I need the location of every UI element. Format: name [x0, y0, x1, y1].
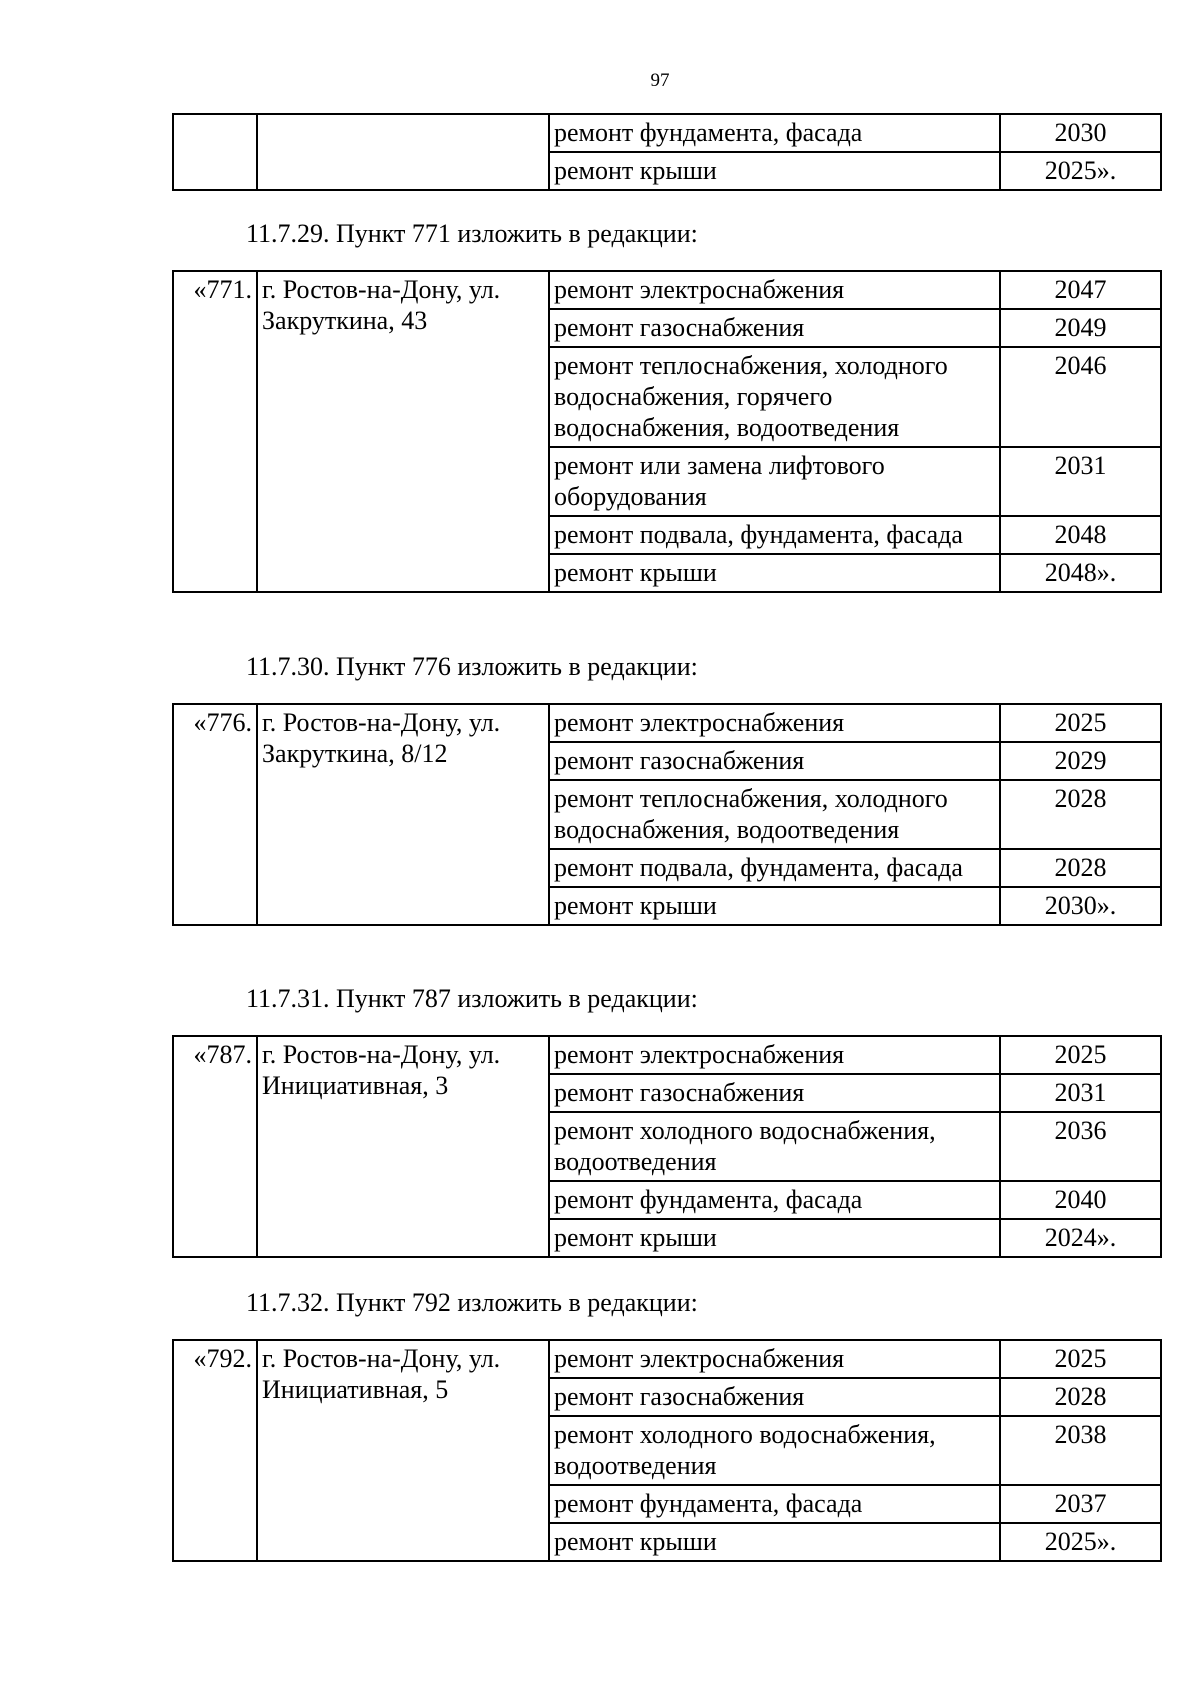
- address-cell: [257, 114, 549, 190]
- year-cell: 2047: [1000, 271, 1161, 309]
- work-cell: ремонт крыши: [549, 887, 1000, 925]
- year-cell: 2030: [1000, 114, 1161, 152]
- work-cell: ремонт теплоснабжения, холодного водоснабжения, горячего водоснабжения, водоотведения: [549, 347, 1000, 447]
- work-cell: ремонт или замена лифтового оборудования: [549, 447, 1000, 516]
- section-heading: 11.7.29. Пункт 771 изложить в редакции:: [246, 219, 698, 248]
- work-cell: ремонт электроснабжения: [549, 704, 1000, 742]
- work-cell: ремонт крыши: [549, 1219, 1000, 1257]
- item-number: «771.: [173, 271, 257, 592]
- work-cell: ремонт электроснабжения: [549, 1036, 1000, 1074]
- section-table-block: [172, 270, 1154, 593]
- year-cell: 2025: [1000, 1036, 1161, 1074]
- work-cell: ремонт газоснабжения: [549, 742, 1000, 780]
- year-cell: 2028: [1000, 780, 1161, 849]
- year-cell: 2049: [1000, 309, 1161, 347]
- section-table-block: [172, 703, 1154, 926]
- work-cell: ремонт холодного водоснабжения, водоотведения: [549, 1112, 1000, 1181]
- year-cell: 2038: [1000, 1416, 1161, 1485]
- number-cell: [173, 114, 257, 190]
- year-cell: 2028: [1000, 1378, 1161, 1416]
- section-heading: 11.7.30. Пункт 776 изложить в редакции:: [246, 652, 698, 681]
- section-heading: 11.7.32. Пункт 792 изложить в редакции:: [246, 1288, 698, 1317]
- table-row: [173, 114, 1161, 152]
- section-table: [172, 1339, 1162, 1562]
- continuation-table-block: [172, 113, 1154, 191]
- year-cell: 2028: [1000, 849, 1161, 887]
- work-cell: ремонт электроснабжения: [549, 271, 1000, 309]
- work-cell: ремонт крыши: [549, 554, 1000, 592]
- section-table-block: [172, 1339, 1154, 1562]
- address-cell: г. Ростов-на-Дону, ул. Закруткина, 43: [257, 271, 549, 592]
- continuation-table: [172, 113, 1162, 191]
- year-cell: 2048».: [1000, 554, 1161, 592]
- page-number: 97: [650, 70, 670, 91]
- section-table: [172, 703, 1162, 926]
- section-table: [172, 270, 1162, 593]
- year-cell: 2036: [1000, 1112, 1161, 1181]
- year-cell: 2048: [1000, 516, 1161, 554]
- address-cell: г. Ростов-на-Дону, ул. Инициативная, 5: [257, 1340, 549, 1561]
- work-cell: ремонт крыши: [549, 152, 1000, 190]
- year-cell: 2037: [1000, 1485, 1161, 1523]
- work-cell: ремонт подвала, фундамента, фасада: [549, 516, 1000, 554]
- work-cell: ремонт подвала, фундамента, фасада: [549, 849, 1000, 887]
- address-cell: г. Ростов-на-Дону, ул. Закруткина, 8/12: [257, 704, 549, 925]
- year-cell: 2031: [1000, 447, 1161, 516]
- year-cell: 2031: [1000, 1074, 1161, 1112]
- work-cell: ремонт электроснабжения: [549, 1340, 1000, 1378]
- year-cell: 2030».: [1000, 887, 1161, 925]
- year-cell: 2025: [1000, 704, 1161, 742]
- work-cell: ремонт фундамента, фасада: [549, 1485, 1000, 1523]
- work-cell: ремонт теплоснабжения, холодного водоснабжения, водоотведения: [549, 780, 1000, 849]
- year-cell: 2040: [1000, 1181, 1161, 1219]
- work-cell: ремонт газоснабжения: [549, 1074, 1000, 1112]
- work-cell: ремонт фундамента, фасада: [549, 114, 1000, 152]
- year-cell: 2046: [1000, 347, 1161, 447]
- table-row: [173, 271, 1161, 309]
- section-table: [172, 1035, 1162, 1258]
- year-cell: 2029: [1000, 742, 1161, 780]
- year-cell: 2025».: [1000, 1523, 1161, 1561]
- item-number: «776.: [173, 704, 257, 925]
- item-number: «792.: [173, 1340, 257, 1561]
- table-row: [173, 1036, 1161, 1074]
- year-cell: 2025: [1000, 1340, 1161, 1378]
- section-table-block: [172, 1035, 1154, 1258]
- work-cell: ремонт газоснабжения: [549, 1378, 1000, 1416]
- work-cell: ремонт крыши: [549, 1523, 1000, 1561]
- table-row: [173, 704, 1161, 742]
- year-cell: 2024».: [1000, 1219, 1161, 1257]
- work-cell: ремонт холодного водоснабжения, водоотведения: [549, 1416, 1000, 1485]
- address-cell: г. Ростов-на-Дону, ул. Инициативная, 3: [257, 1036, 549, 1257]
- year-cell: 2025».: [1000, 152, 1161, 190]
- work-cell: ремонт фундамента, фасада: [549, 1181, 1000, 1219]
- table-row: [173, 1340, 1161, 1378]
- work-cell: ремонт газоснабжения: [549, 309, 1000, 347]
- item-number: «787.: [173, 1036, 257, 1257]
- section-heading: 11.7.31. Пункт 787 изложить в редакции:: [246, 984, 698, 1013]
